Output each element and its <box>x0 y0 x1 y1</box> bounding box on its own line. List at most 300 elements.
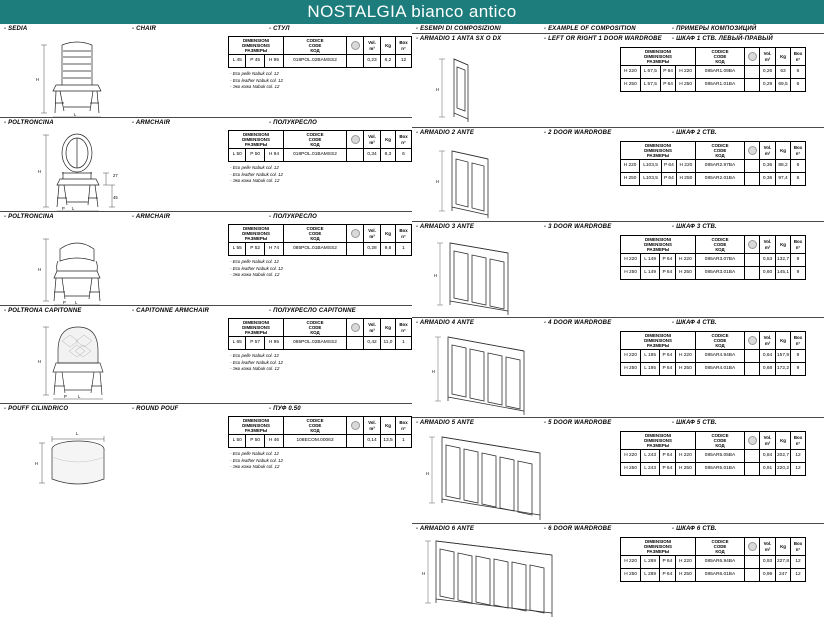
finish-swatch-icon <box>351 229 360 238</box>
th-volume: Vol. m³ <box>364 319 381 337</box>
dim-45-label: 45 <box>113 195 118 200</box>
cell-h: H 250 <box>621 569 641 582</box>
cell-code: 085AR5.01BA <box>696 463 745 476</box>
drawing-wardrobe-2 <box>412 137 620 221</box>
head-ru: - ШКАФ 4 СТВ. <box>672 320 717 326</box>
th-dimensions: DIMENSIONI DIMENSIONS РАЗМЕРЫ <box>621 142 696 160</box>
dim-h-label: H <box>434 273 438 278</box>
drawing-chair <box>0 33 228 117</box>
table-row <box>621 173 806 186</box>
th-circle <box>745 236 760 254</box>
cell-vol: 0,29 <box>760 79 776 92</box>
notes-armchair-2 <box>228 259 412 279</box>
th-dimensions: DIMENSIONI DIMENSIONS РАЗМЕРЫ <box>229 131 284 149</box>
note-en: - Eco leather Nabuk col. 12 <box>230 458 412 465</box>
th-kg: Kg <box>381 417 396 435</box>
cell-dim-l: L 50 <box>229 149 246 162</box>
cell-dim-h: H 94 <box>264 149 283 162</box>
cell-swatch <box>745 79 760 92</box>
th-dimensions: DIMENSIONI DIMENSIONS РАЗМЕРЫ <box>229 225 284 243</box>
cell-code: 085AR6.94BA <box>696 556 745 569</box>
th-box: Box n° <box>396 417 412 435</box>
cell-l: L 67,5 <box>640 66 660 79</box>
head-it: - ARMADIO 6 ANTE <box>416 526 475 532</box>
product-row-pouf <box>0 413 412 503</box>
cell-kg: 9,6 <box>381 243 396 256</box>
cell-code: 018POL.01BAMSS2 <box>284 149 347 162</box>
dim-p-label: P <box>62 206 65 211</box>
finish-swatch-icon <box>351 323 360 332</box>
drawing-wardrobe-4 <box>412 327 620 417</box>
product-row-capitonne <box>0 315 412 403</box>
table-row <box>621 569 806 582</box>
section-head-wardrobe-5 <box>412 417 824 427</box>
cell-kg: 220,2 <box>776 463 791 476</box>
spec-table-chair <box>228 36 412 68</box>
cell-l: L103,5 <box>640 160 662 173</box>
table-row <box>229 55 412 68</box>
head-ru: - ПОЛУКРЕСЛО CAPITONNE <box>269 308 356 314</box>
cell-code: 085AR3.01BA <box>696 267 745 280</box>
th-box: Box n° <box>396 131 412 149</box>
note-ru: - Эко кожа Nabuk col. 12 <box>230 84 412 91</box>
cell-code: 085AR2.01BA <box>696 173 745 186</box>
spec-table-wardrobe-3-wrap <box>620 231 824 317</box>
cell-kg: 88,2 <box>776 160 791 173</box>
head-ru: - ШКАФ 6 СТВ. <box>672 526 717 532</box>
product-row-wardrobe-6 <box>412 533 824 619</box>
cell-vol: 0,84 <box>760 450 776 463</box>
head-it: - ARMADIO 5 ANTE <box>416 420 475 426</box>
dim-p-label: P <box>64 394 67 399</box>
cell-dim-h: H 74 <box>264 243 283 256</box>
drawing-capitonne <box>0 315 228 403</box>
cell-kg: 69,5 <box>776 79 791 92</box>
cell-h: H 250 <box>621 79 641 92</box>
table-row <box>621 254 806 267</box>
cell-kg: 8,3 <box>381 149 396 162</box>
cell-dim-h: H 46 <box>264 435 283 448</box>
head-it: - ESEMPI DI COMPOSIZIONI <box>416 26 501 32</box>
cell-l: L 149 <box>641 267 660 280</box>
head-it: - POLTRONCINA <box>4 214 54 220</box>
cell-h: H 250 <box>621 463 641 476</box>
note-ru: - Эко кожа Nabuk col. 12 <box>230 464 412 471</box>
cell-swatch <box>745 173 760 186</box>
note-en: - Eco leather Nabuk col. 12 <box>230 172 412 179</box>
th-code: CODICE CODE КОД <box>284 225 347 243</box>
head-ru: - СТУЛ <box>269 26 290 32</box>
cell-kg: 6,2 <box>381 55 396 68</box>
finish-swatch-icon <box>748 542 757 551</box>
cell-h2: H 250 <box>675 363 695 376</box>
spec-table-armchair-2-wrap <box>228 221 412 305</box>
cell-box: 1 <box>396 243 412 256</box>
th-code: CODICE CODE КОД <box>696 48 745 66</box>
th-kg: Kg <box>381 131 396 149</box>
cell-dim-p: P 52 <box>246 243 264 256</box>
cell-vol: 0,36 <box>760 173 776 186</box>
cell-code: 018POL.02BAMSS2 <box>284 55 347 68</box>
cell-kg: 227,8 <box>776 556 791 569</box>
th-kg: Kg <box>381 37 396 55</box>
head-en: - LEFT OR RIGHT 1 DOOR WARDROBE <box>544 36 662 42</box>
cell-dim-p: P 45 <box>246 55 264 68</box>
cell-code: 085AR1.09BA <box>696 66 745 79</box>
table-row <box>229 337 412 350</box>
table-row <box>621 350 806 363</box>
th-kg: Kg <box>381 225 396 243</box>
cell-p: P 64 <box>659 463 675 476</box>
left-column <box>0 24 412 640</box>
th-volume: Vol. m³ <box>364 37 381 55</box>
spec-table-pouf-wrap <box>228 413 412 503</box>
th-volume: Vol. m³ <box>364 225 381 243</box>
cell-kg: 202,7 <box>776 450 791 463</box>
product-row-chair <box>0 33 412 117</box>
th-dimensions: DIMENSIONI DIMENSIONS РАЗМЕРЫ <box>229 319 284 337</box>
head-en: - 2 DOOR WARDROBE <box>544 130 612 136</box>
notes-armchair-1 <box>228 165 412 185</box>
cell-box: 12 <box>791 463 806 476</box>
note-en: - Eco leather Nabuk col. 12 <box>230 78 412 85</box>
head-en: - 5 DOOR WARDROBE <box>544 420 612 426</box>
table-row <box>621 79 806 92</box>
head-ru: - ШКАФ 1 СТВ. ЛЕВЫЙ-ПРАВЫЙ <box>672 36 773 42</box>
table-row <box>621 160 806 173</box>
section-head-capitonne <box>0 305 412 315</box>
head-en: - ARMCHAIR <box>132 214 171 220</box>
head-ru: - ПРИМЕРЫ КОМПОЗИЦИЙ <box>672 26 757 32</box>
section-head-wardrobe-1 <box>412 33 824 43</box>
head-en: - 6 DOOR WARDROBE <box>544 526 612 532</box>
cell-l: L 243 <box>641 463 660 476</box>
cell-h: H 220 <box>621 450 641 463</box>
cell-box: 6 <box>791 173 806 186</box>
th-kg: Kg <box>776 142 791 160</box>
th-dimensions: DIMENSIONI DIMENSIONS РАЗМЕРЫ <box>621 332 696 350</box>
spec-table-wardrobe-2 <box>620 141 806 186</box>
finish-swatch-icon <box>351 135 360 144</box>
head-ru: - ПУФ 0.50 <box>269 406 301 412</box>
cell-code: 085POL.01BAMSS2 <box>284 243 347 256</box>
head-it: - POLTRONCINA <box>4 120 54 126</box>
cell-vol: 0,42 <box>364 337 381 350</box>
section-head-compositions <box>412 24 824 33</box>
section-head-wardrobe-6 <box>412 523 824 533</box>
dim-h-label: H <box>422 571 426 576</box>
dim-h-label: H <box>436 87 440 92</box>
notes-capitonne <box>228 353 412 373</box>
th-circle <box>347 131 364 149</box>
dim-l-label: L <box>76 431 79 436</box>
head-it: - POLTRONA CAPITONNE <box>4 308 82 314</box>
cell-dim-l: L 65 <box>229 337 246 350</box>
cell-p: P 64 <box>659 569 675 582</box>
th-code: CODICE CODE КОД <box>284 37 347 55</box>
cell-dim-l: L 45 <box>229 55 246 68</box>
th-box: Box n° <box>396 319 412 337</box>
th-box: Box n° <box>791 48 806 66</box>
spec-table-wardrobe-4 <box>620 331 806 376</box>
th-box: Box n° <box>791 538 806 556</box>
cell-dim-h: H 95 <box>264 337 283 350</box>
head-it: - ARMADIO 2 ANTE <box>416 130 475 136</box>
table-row <box>621 267 806 280</box>
finish-swatch-icon <box>748 240 757 249</box>
spec-table-pouf <box>228 416 412 448</box>
right-column <box>412 24 824 640</box>
cell-p: P 64 <box>661 160 676 173</box>
dim-h-label: H <box>426 471 430 476</box>
note-it: - Eco pelle Nabuk col. 12 <box>230 259 412 266</box>
page-body <box>0 24 824 640</box>
cell-swatch <box>745 463 760 476</box>
cell-l: L 57,5 <box>640 79 660 92</box>
cell-vol: 0,14 <box>364 435 381 448</box>
cell-h: H 220 <box>621 160 640 173</box>
th-circle <box>745 432 760 450</box>
cell-p: P 64 <box>660 66 675 79</box>
head-en: - ARMCHAIR <box>132 120 171 126</box>
cell-kg: 132,7 <box>776 254 791 267</box>
cell-swatch <box>347 243 364 256</box>
head-ru: - ПОЛУКРЕСЛО <box>269 120 317 126</box>
section-head-armchair-2 <box>0 211 412 221</box>
th-code: CODICE CODE КОД <box>284 319 347 337</box>
head-ru: - ШКАФ 2 СТВ. <box>672 130 717 136</box>
th-code: CODICE CODE КОД <box>696 332 745 350</box>
cell-l: L103,5 <box>640 173 662 186</box>
cell-code: 085AR1.01BA <box>696 79 745 92</box>
cell-box: 6 <box>791 160 806 173</box>
spec-table-chair-wrap <box>228 33 412 117</box>
cell-vol: 0,60 <box>760 267 776 280</box>
note-it: - Eco pelle Nabuk col. 12 <box>230 165 412 172</box>
spec-table-armchair-1 <box>228 130 412 162</box>
note-en: - Eco leather Nabuk col. 12 <box>230 360 412 367</box>
cell-h2: H 250 <box>675 569 695 582</box>
section-head-armchair-1 <box>0 117 412 127</box>
head-en: - 4 DOOR WARDROBE <box>544 320 612 326</box>
drawing-wardrobe-6 <box>412 533 620 619</box>
th-kg: Kg <box>776 538 791 556</box>
th-code: CODICE CODE КОД <box>696 142 745 160</box>
cell-p: P 64 <box>659 450 675 463</box>
cell-dim-l: L 50 <box>229 435 246 448</box>
dim-l-label: L <box>74 112 77 117</box>
th-dimensions: DIMENSIONI DIMENSIONS РАЗМЕРЫ <box>621 432 696 450</box>
note-it: - Eco pelle Nabuk col. 12 <box>230 71 412 78</box>
cell-code: 085AR4.01BA <box>696 363 745 376</box>
drawing-armchair-1 <box>0 127 228 211</box>
head-ru: - ПОЛУКРЕСЛО <box>269 214 317 220</box>
head-ru: - ШКАФ 3 СТВ. <box>672 224 717 230</box>
th-code: CODICE CODE КОД <box>284 417 347 435</box>
th-kg: Kg <box>381 319 396 337</box>
cell-code: 085AR2.97BA <box>696 160 745 173</box>
head-en: - CAPITONNE ARMCHAIR <box>132 308 209 314</box>
note-ru: - Эко кожа Nabuk col. 12 <box>230 366 412 373</box>
cell-h: H 250 <box>621 267 641 280</box>
th-circle <box>745 538 760 556</box>
product-row-wardrobe-5 <box>412 427 824 523</box>
table-row <box>621 363 806 376</box>
cell-swatch <box>347 435 364 448</box>
cell-code: 085AR4.94BA <box>696 350 745 363</box>
cell-box: 6 <box>791 66 806 79</box>
th-box: Box n° <box>791 142 806 160</box>
notes-pouf <box>228 451 412 471</box>
spec-table-wardrobe-6-wrap <box>620 533 824 619</box>
cell-l: L 149 <box>641 254 660 267</box>
th-box: Box n° <box>791 236 806 254</box>
dim-l-label: L <box>78 394 81 399</box>
cell-h: H 250 <box>621 363 641 376</box>
dim-h-label: H <box>38 169 42 174</box>
cell-swatch <box>745 66 760 79</box>
th-volume: Vol. m³ <box>760 332 776 350</box>
th-circle <box>347 225 364 243</box>
finish-swatch-icon <box>748 52 757 61</box>
product-row-armchair-1 <box>0 127 412 211</box>
cell-h2: H 250 <box>675 267 695 280</box>
cell-kg: 172,2 <box>776 363 791 376</box>
th-circle <box>347 319 364 337</box>
cell-swatch <box>347 337 364 350</box>
cell-vol: 0,99 <box>760 569 776 582</box>
cell-vol: 0,64 <box>760 350 776 363</box>
th-volume: Vol. m³ <box>760 142 776 160</box>
head-en: - EXAMPLE OF COMPOSITION <box>544 26 636 32</box>
drawing-pouf <box>0 413 228 503</box>
section-head-pouf <box>0 403 412 413</box>
cell-swatch <box>745 569 760 582</box>
finish-swatch-icon <box>351 41 360 50</box>
cell-h: H 220 <box>621 254 641 267</box>
cell-l: L 195 <box>641 363 660 376</box>
spec-table-armchair-1-wrap <box>228 127 412 211</box>
th-dimensions: DIMENSIONI DIMENSIONS РАЗМЕРЫ <box>621 236 696 254</box>
th-kg: Kg <box>776 432 791 450</box>
th-box: Box n° <box>396 37 412 55</box>
spec-table-wardrobe-1-wrap <box>620 43 824 127</box>
cell-box: 1 <box>396 337 412 350</box>
cell-kg: 247 <box>776 569 791 582</box>
th-volume: Vol. m³ <box>760 538 776 556</box>
dim-l-label: L <box>72 206 75 211</box>
cell-vol: 0,68 <box>760 363 776 376</box>
cell-l: L 289 <box>641 556 660 569</box>
head-ru: - ШКАФ 5 СТВ. <box>672 420 717 426</box>
cell-h2: H 220 <box>675 350 695 363</box>
head-it: - SEDIA <box>4 26 28 32</box>
cell-p: P 64 <box>659 254 675 267</box>
th-box: Box n° <box>791 432 806 450</box>
head-en: - 3 DOOR WARDROBE <box>544 224 612 230</box>
head-it: - ARMADIO 3 ANTE <box>416 224 475 230</box>
dim-p-label: P <box>63 300 66 305</box>
spec-table-wardrobe-5 <box>620 431 806 476</box>
product-row-armchair-2 <box>0 221 412 305</box>
cell-vol: 0,93 <box>760 556 776 569</box>
dim-h-label: H <box>35 461 39 466</box>
cell-h2: H 220 <box>675 450 695 463</box>
th-box: Box n° <box>396 225 412 243</box>
drawing-armchair-2 <box>0 221 228 305</box>
note-it: - Eco pelle Nabuk col. 12 <box>230 451 412 458</box>
cell-h: H 220 <box>621 350 641 363</box>
drawing-wardrobe-5 <box>412 427 620 523</box>
cell-swatch <box>745 363 760 376</box>
cell-swatch <box>745 556 760 569</box>
cell-code: 108ECOM.00063 <box>284 435 347 448</box>
finish-swatch-icon <box>748 146 757 155</box>
table-row <box>621 450 806 463</box>
th-circle <box>745 332 760 350</box>
cell-vol: 0,36 <box>760 160 776 173</box>
cell-dim-p: P 50 <box>246 149 264 162</box>
page-title: NOSTALGIA bianco antico <box>307 2 517 21</box>
cell-h2: H 220 <box>675 556 695 569</box>
th-code: CODICE CODE КОД <box>696 538 745 556</box>
cell-vol: 0,53 <box>760 254 776 267</box>
cell-dim-h: H 95 <box>264 55 283 68</box>
cell-box: 9 <box>791 267 806 280</box>
cell-code: 085AR6.01BA <box>696 569 745 582</box>
note-ru: - Эко кожа Nabuk col. 12 <box>230 178 412 185</box>
table-row <box>621 556 806 569</box>
cell-box: 12 <box>791 556 806 569</box>
th-circle <box>347 37 364 55</box>
cell-kg: 157,9 <box>776 350 791 363</box>
cell-dim-l: L 55 <box>229 243 246 256</box>
drawing-wardrobe-3 <box>412 231 620 317</box>
cell-h2: H 250 <box>675 463 695 476</box>
cell-box: 12 <box>791 450 806 463</box>
cell-dim-p: P 57 <box>246 337 264 350</box>
th-kg: Kg <box>776 48 791 66</box>
cell-vol: 0,91 <box>760 463 776 476</box>
th-circle <box>745 48 760 66</box>
section-head-chair <box>0 24 412 33</box>
cell-swatch <box>745 160 760 173</box>
cell-p: P 64 <box>659 267 675 280</box>
cell-kg: 145,1 <box>776 267 791 280</box>
section-head-wardrobe-2 <box>412 127 824 137</box>
head-it: - ARMADIO 1 ANTA SX O DX <box>416 36 502 42</box>
cell-h2: H 220 <box>676 66 696 79</box>
dim-27-label: 27 <box>113 173 118 178</box>
cell-swatch <box>347 149 364 162</box>
cell-vol: 0,28 <box>364 243 381 256</box>
table-row <box>621 66 806 79</box>
th-dimensions: DIMENSIONI DIMENSIONS РАЗМЕРЫ <box>621 538 696 556</box>
cell-swatch <box>745 267 760 280</box>
th-code: CODICE CODE КОД <box>696 236 745 254</box>
cell-p: P 64 <box>660 79 675 92</box>
th-circle <box>745 142 760 160</box>
table-row <box>229 243 412 256</box>
cell-box: 9 <box>791 254 806 267</box>
cell-vol: 0,23 <box>364 55 381 68</box>
finish-swatch-icon <box>748 336 757 345</box>
table-row <box>229 149 412 162</box>
cell-p: P 64 <box>659 350 675 363</box>
cell-p: P 64 <box>659 363 675 376</box>
cell-box: 9 <box>791 363 806 376</box>
th-code: CODICE CODE КОД <box>284 131 347 149</box>
